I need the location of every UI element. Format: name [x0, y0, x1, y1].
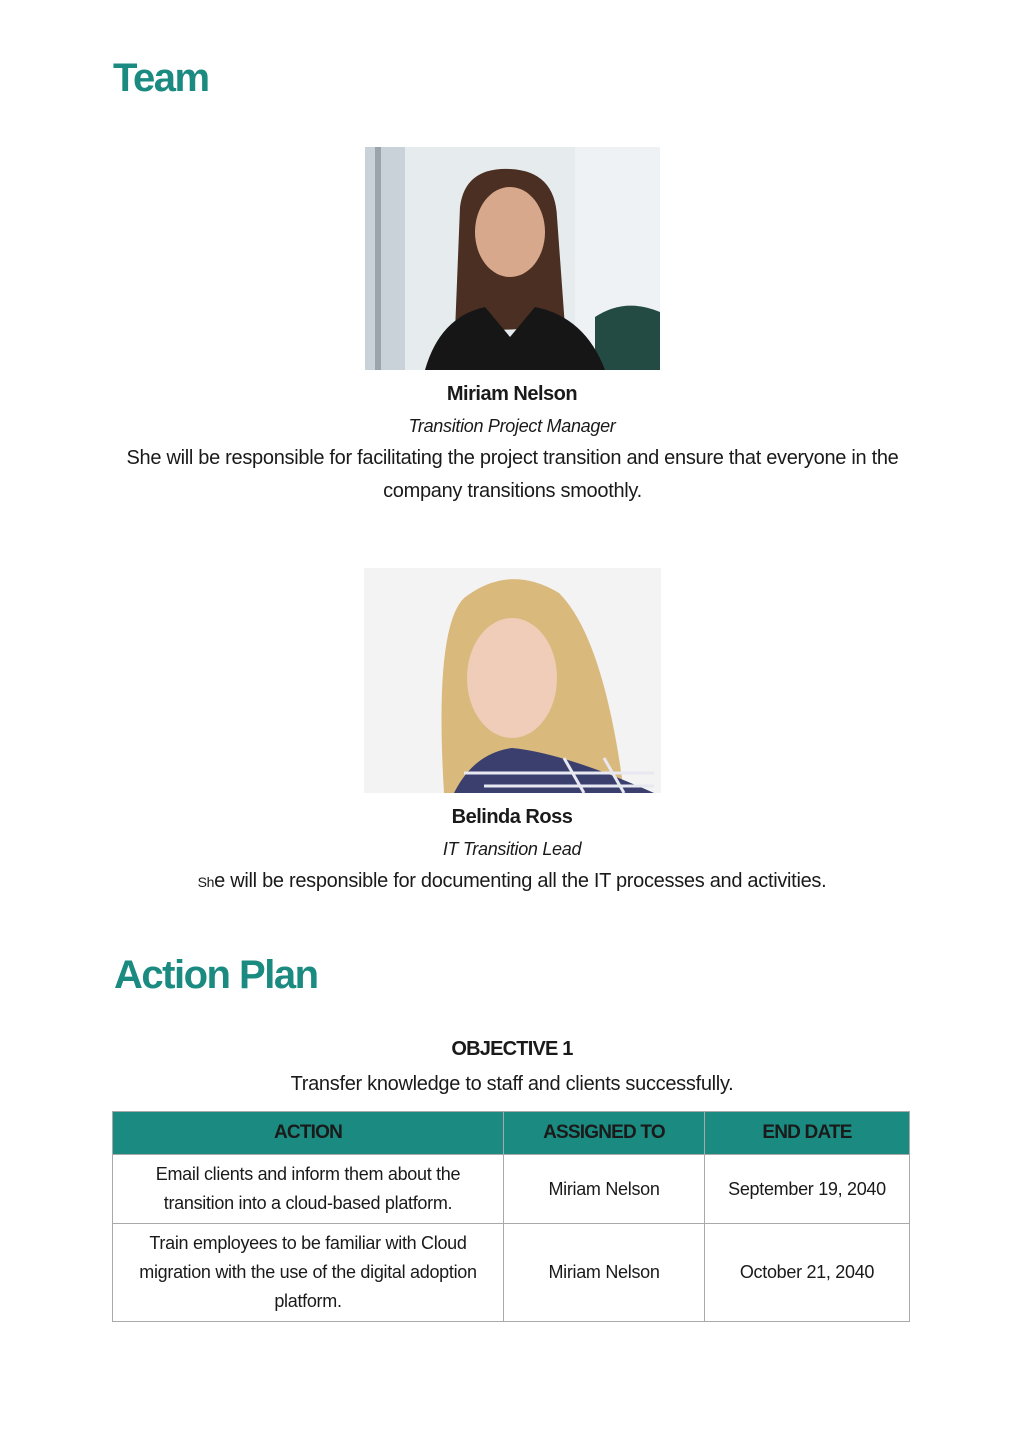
objective-title: OBJECTIVE 1	[451, 1038, 573, 1060]
end-date-cell: October 21, 2040	[705, 1224, 910, 1322]
description-prefix: Sh	[197, 874, 215, 890]
member-name: Miriam Nelson	[446, 383, 578, 405]
assigned-to-cell: Miriam Nelson	[504, 1224, 705, 1322]
column-header-action: ACTION	[113, 1112, 504, 1155]
team-heading: Team	[113, 56, 209, 100]
end-date-cell: September 19, 2040	[705, 1155, 910, 1224]
action-plan-heading: Action Plan	[114, 953, 318, 997]
assigned-to-cell: Miriam Nelson	[504, 1155, 705, 1224]
table-row	[113, 1224, 910, 1322]
member-role: IT Transition Lead	[442, 839, 582, 859]
member-description	[112, 865, 912, 899]
miriam-nelson-photo	[365, 147, 660, 370]
objective-text: Transfer knowledge to staff and clients successfully.	[290, 1073, 734, 1095]
table-header-row	[113, 1112, 910, 1155]
column-header-end-date: END DATE	[705, 1112, 910, 1155]
member-role: Transition Project Manager	[408, 416, 616, 436]
belinda-ross-photo	[364, 568, 661, 793]
table-row	[113, 1155, 910, 1224]
description-text: e will be responsible for documenting all the IT processes and activities.	[214, 870, 827, 892]
action-cell: Train employees to be familiar with Cloud migration with the use of the digital adoption platform.	[113, 1224, 504, 1322]
action-cell: Email clients and inform them about the transition into a cloud-based platform.	[113, 1155, 504, 1224]
member-name: Belinda Ross	[451, 806, 573, 828]
member-description: She will be responsible for facilitating the project transition and ensure that everyone in the company transitions smoothly.	[126, 447, 899, 502]
column-header-assigned-to: ASSIGNED TO	[504, 1112, 705, 1155]
action-plan-table	[112, 1111, 910, 1322]
